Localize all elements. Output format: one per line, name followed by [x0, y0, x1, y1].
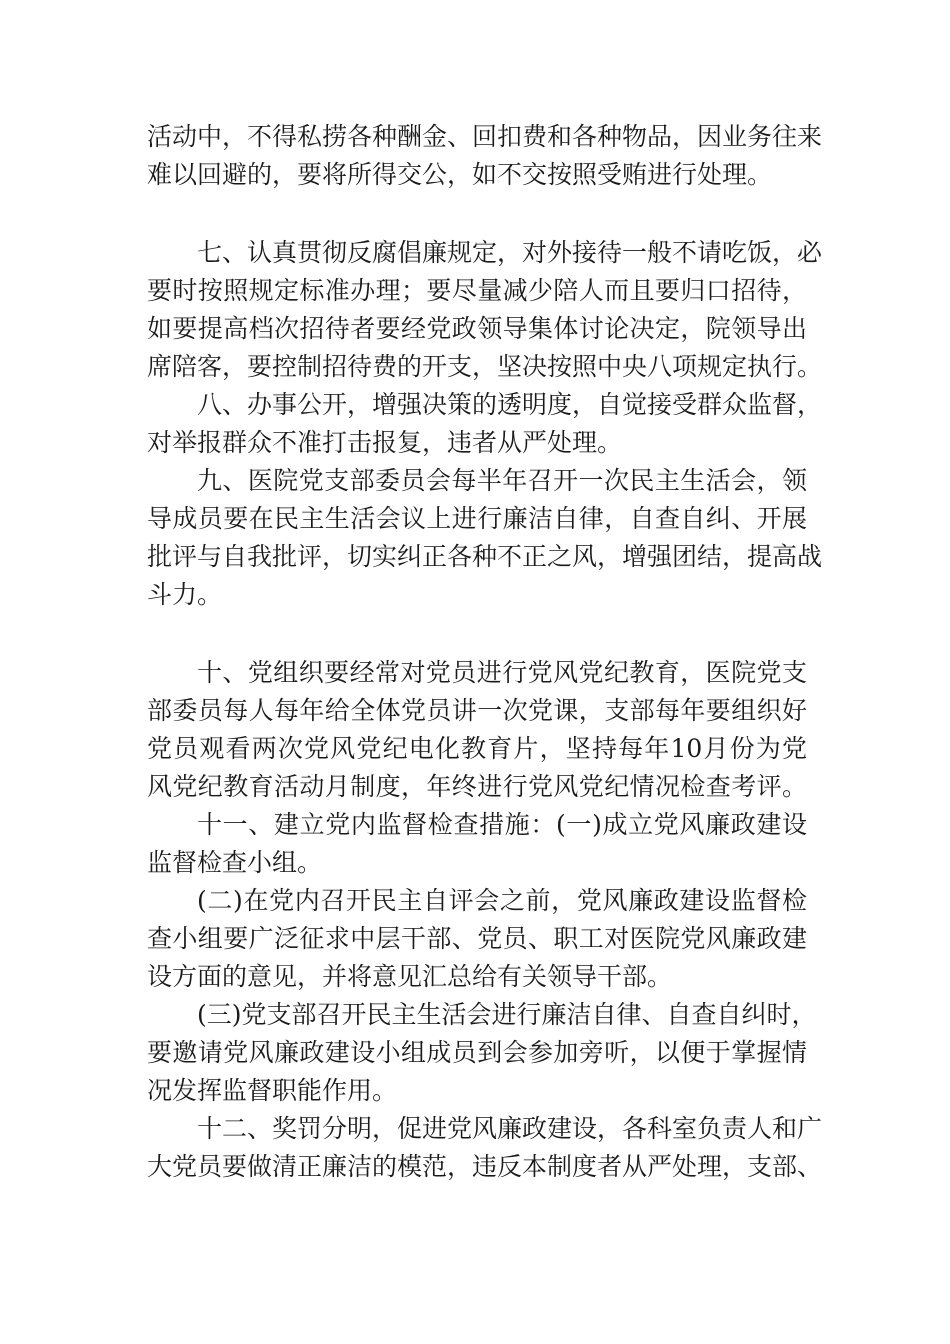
paragraph-7 [147, 996, 817, 1110]
text-line: 党员观看两次党风党纪电化教育片，坚持每年10月份为党 [147, 734, 807, 763]
text-line: 要邀请党风廉政建设小组成员到会参加旁听，以便于掌握情 [147, 1038, 807, 1067]
text-line: 大党员要做清正廉洁的模范，违反本制度者从严处理，支部、 [147, 1152, 823, 1181]
text-line: 查小组要广泛征求中层干部、党员、职工对医院党风廉政建 [147, 924, 807, 953]
paragraph-2 [147, 386, 823, 462]
text-line: 九、医院党支部委员会每半年召开一次民主生活会，领 [197, 466, 807, 495]
text-line: 况发挥监督职能作用。 [147, 1076, 398, 1105]
text-line: 八、办事公开，增强决策的透明度，自觉接受群众监督， [197, 390, 823, 419]
text-line: 十、党组织要经常对党员进行党风党纪教育，医院党支 [197, 658, 807, 687]
text-line: (二)在党内召开民主自评会之前，党风廉政建设监督检 [197, 886, 807, 915]
text-line: 席陪客，要控制招待费的开支，坚决按照中央八项规定执行。 [147, 352, 823, 381]
paragraph-4 [147, 654, 807, 806]
text-line: 斗力。 [147, 580, 223, 609]
text-line: 难以回避的，要将所得交公，如不交按照受贿进行处理。 [147, 160, 773, 189]
paragraph-3 [147, 462, 823, 614]
text-line: 风党纪教育活动月制度，年终进行党风党纪情况检查考评。 [147, 772, 807, 801]
text-line: 部委员每人每年给全体党员讲一次党课，支部每年要组织好 [147, 696, 807, 725]
text-line: 如要提高档次招待者要经党政领导集体讨论决定，院领导出 [147, 314, 807, 343]
paragraph-8 [147, 1110, 823, 1186]
paragraph-6 [147, 882, 807, 996]
text-line: 导成员要在民主生活会议上进行廉洁自律，自查自纠、开展 [147, 504, 807, 533]
text-line: 活动中，不得私捞各种酬金、回扣费和各种物品，因业务往来 [147, 122, 823, 151]
text-line: 设方面的意见，并将意见汇总给有关领导干部。 [147, 962, 673, 991]
text-line: 十二、奖罚分明，促进党风廉政建设，各科室负责人和广 [197, 1114, 823, 1143]
text-line: 批评与自我批评，切实纠正各种不正之风，增强团结，提高战 [147, 542, 823, 571]
paragraph-0 [147, 118, 823, 194]
text-line: 监督检查小组。 [147, 848, 323, 877]
paragraph-5 [147, 806, 807, 882]
text-line: 对举报群众不准打击报复，违者从严处理。 [147, 428, 623, 457]
text-line: (三)党支部召开民主生活会进行廉洁自律、自查自纠时， [197, 1000, 817, 1029]
text-line: 要时按照规定标准办理；要尽量减少陪人而且要归口招待， [147, 276, 807, 305]
text-line: 十一、建立党内监督检查措施：(一)成立党风廉政建设 [197, 810, 807, 839]
paragraph-1 [147, 234, 823, 386]
text-line: 七、认真贯彻反腐倡廉规定，对外接待一般不请吃饭，必 [197, 238, 823, 267]
